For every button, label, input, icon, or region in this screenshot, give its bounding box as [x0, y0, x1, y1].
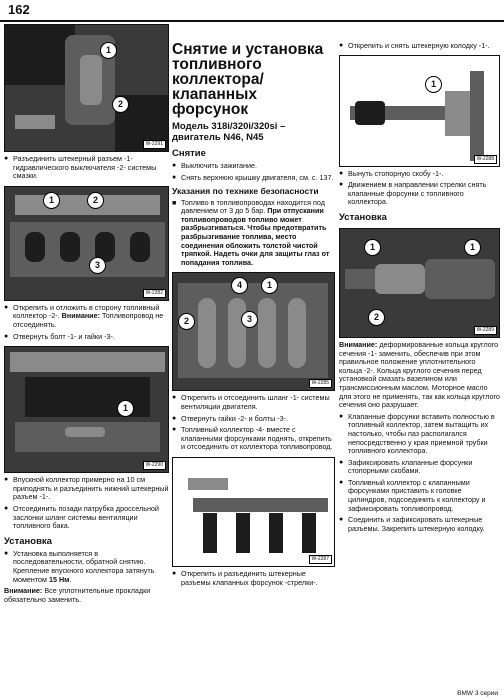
list-item: ● Топливный коллектор с клапанными форсунками приставить к головке цилиндров, подсоединить к коллектору и зафиксировать топливопровод.: [339, 477, 486, 513]
list-item: ● Отвернуть болт -1- и гайки -3-.: [4, 331, 115, 341]
photo-injector-seals: 1 1 2 W-2289: [339, 228, 500, 338]
note: Внимание: деформированные кольца круглого сечения -1- заменить, обеспечив при этом правильное положение уплотнительного кольца -2-. Кольца круглого сечения перед установкой смазать вазелином или трансмиссионным маслом. Моторное масло для этого не применять, так как кольца круглого сечения оно разрушает.: [339, 339, 500, 410]
list-item: ● Отсоединить позади патрубка дроссельной заслонки шланг системы вентиляции топливного бака.: [4, 503, 159, 531]
photo-code: W-2288: [474, 155, 497, 164]
list-item: ● Установка выполняется в последовательности, обратной снятию. Крепление впускного коллектора затянуть моментом 15 Нм.: [4, 548, 155, 584]
list-item: ● Выключить зажигание.: [172, 161, 257, 170]
photo-manifold-raised: 1 W-2290: [4, 346, 169, 473]
photo-code: W-2290: [143, 461, 166, 470]
photo-injector-clip: 1 W-2288: [339, 55, 500, 167]
section-heading: Указания по технике безопасности: [172, 186, 319, 197]
photo-pressure-switch: 1 2 W-2291: [4, 24, 169, 152]
list-item: ● Топливный коллектор -4- вместе с клапанными форсунками поднять, открепить и отсоединить от коллектора топливопровод.: [172, 425, 333, 452]
model-line: двигатель N46, N45: [172, 132, 264, 143]
list-item: ● Соединить и зафиксировать штекерные разъемы. Закрепить штекерную колодку.: [339, 515, 485, 533]
column-2: [172, 24, 335, 587]
photo-fuel-rail: 4 1 2 3 W-2285: [172, 272, 335, 391]
photo-injectors-rail: [172, 457, 335, 567]
photo-code: W-2285: [309, 379, 332, 388]
section-heading: Снятие: [172, 148, 206, 159]
list-item: ● Открепить и отложить в сторону топливный коллектор -2-. Внимание: Топливопровод не отсоединять.: [4, 302, 164, 329]
section-heading: Установка: [339, 211, 387, 223]
model-line: Модель 318i/320i/320si –: [172, 121, 286, 132]
header-rule: [0, 20, 504, 22]
page-number: 162: [8, 2, 30, 17]
list-item: ● Разъединить штекерный разъем -1- гидравлического выключателя -2- системы смазки.: [4, 154, 157, 181]
list-item: ● Клапанные форсунки вставить полностью в топливный коллектор, затем вытащить их настолько, чтобы паз располагался непосредственно у края приемной трубки топливного коллектора.: [339, 411, 495, 456]
column-3: [339, 24, 500, 533]
section-heading: Установка: [4, 535, 52, 547]
square-bullet-icon: ■: [172, 197, 177, 207]
list-item: ● Отвернуть гайки -2- и болты -3-.: [172, 413, 289, 423]
list-item: ● Открепить и отсоединить шланг -1- системы вентиляции двигателя.: [172, 393, 330, 412]
list-item: ● Зафиксировать клапанные форсунки стопорными скобами.: [339, 457, 473, 476]
note: Внимание: Все уплотнительные прокладки обязательно заменить.: [4, 586, 151, 604]
list-item: ● Открепить и снять штекерную колодку -1-.: [339, 41, 490, 50]
photo-code: W-2287: [309, 555, 332, 564]
list-item: ● Движением в направлении стрелки снять клапанные форсунки с топливного коллектора.: [339, 180, 487, 207]
photo-code: W-2282: [143, 289, 166, 298]
footer-label: BMW 3 серии: [457, 690, 498, 697]
list-item: ● Открепить и разъединить штекерные разъемы клапанных форсунок -стрелки-.: [172, 569, 318, 587]
photo-code: W-2291: [143, 140, 166, 149]
list-item: ● Снять верхнюю крышку двигателя, см. с. 137.: [172, 172, 334, 182]
list-item: ● Вынуть стопорную скобу -1-.: [339, 168, 444, 178]
photo-intake-manifold-top: 1 2 3 W-2282: [4, 186, 169, 301]
column-1: [4, 24, 169, 604]
section-title: Снятие и установка топливного коллектора/ клапанных форсунок: [172, 41, 324, 118]
list-item: ● Впускной коллектор примерно на 10 см приподнять и разъединить нижний штекерный разъем -1-.: [4, 475, 169, 502]
photo-code: W-2289: [474, 326, 497, 335]
safety-warning: ■ Топливо в топливопроводах находится под давлением от 3 до 5 бар. При отпускании топливопроводов топливо может разбрызгиваться. Чтобы предотвратить разбрызгивание топлива, место соединения обложить толстой чистой тряпкой. Надеть очки для защиты глаз от попадания топлива.: [172, 197, 330, 267]
